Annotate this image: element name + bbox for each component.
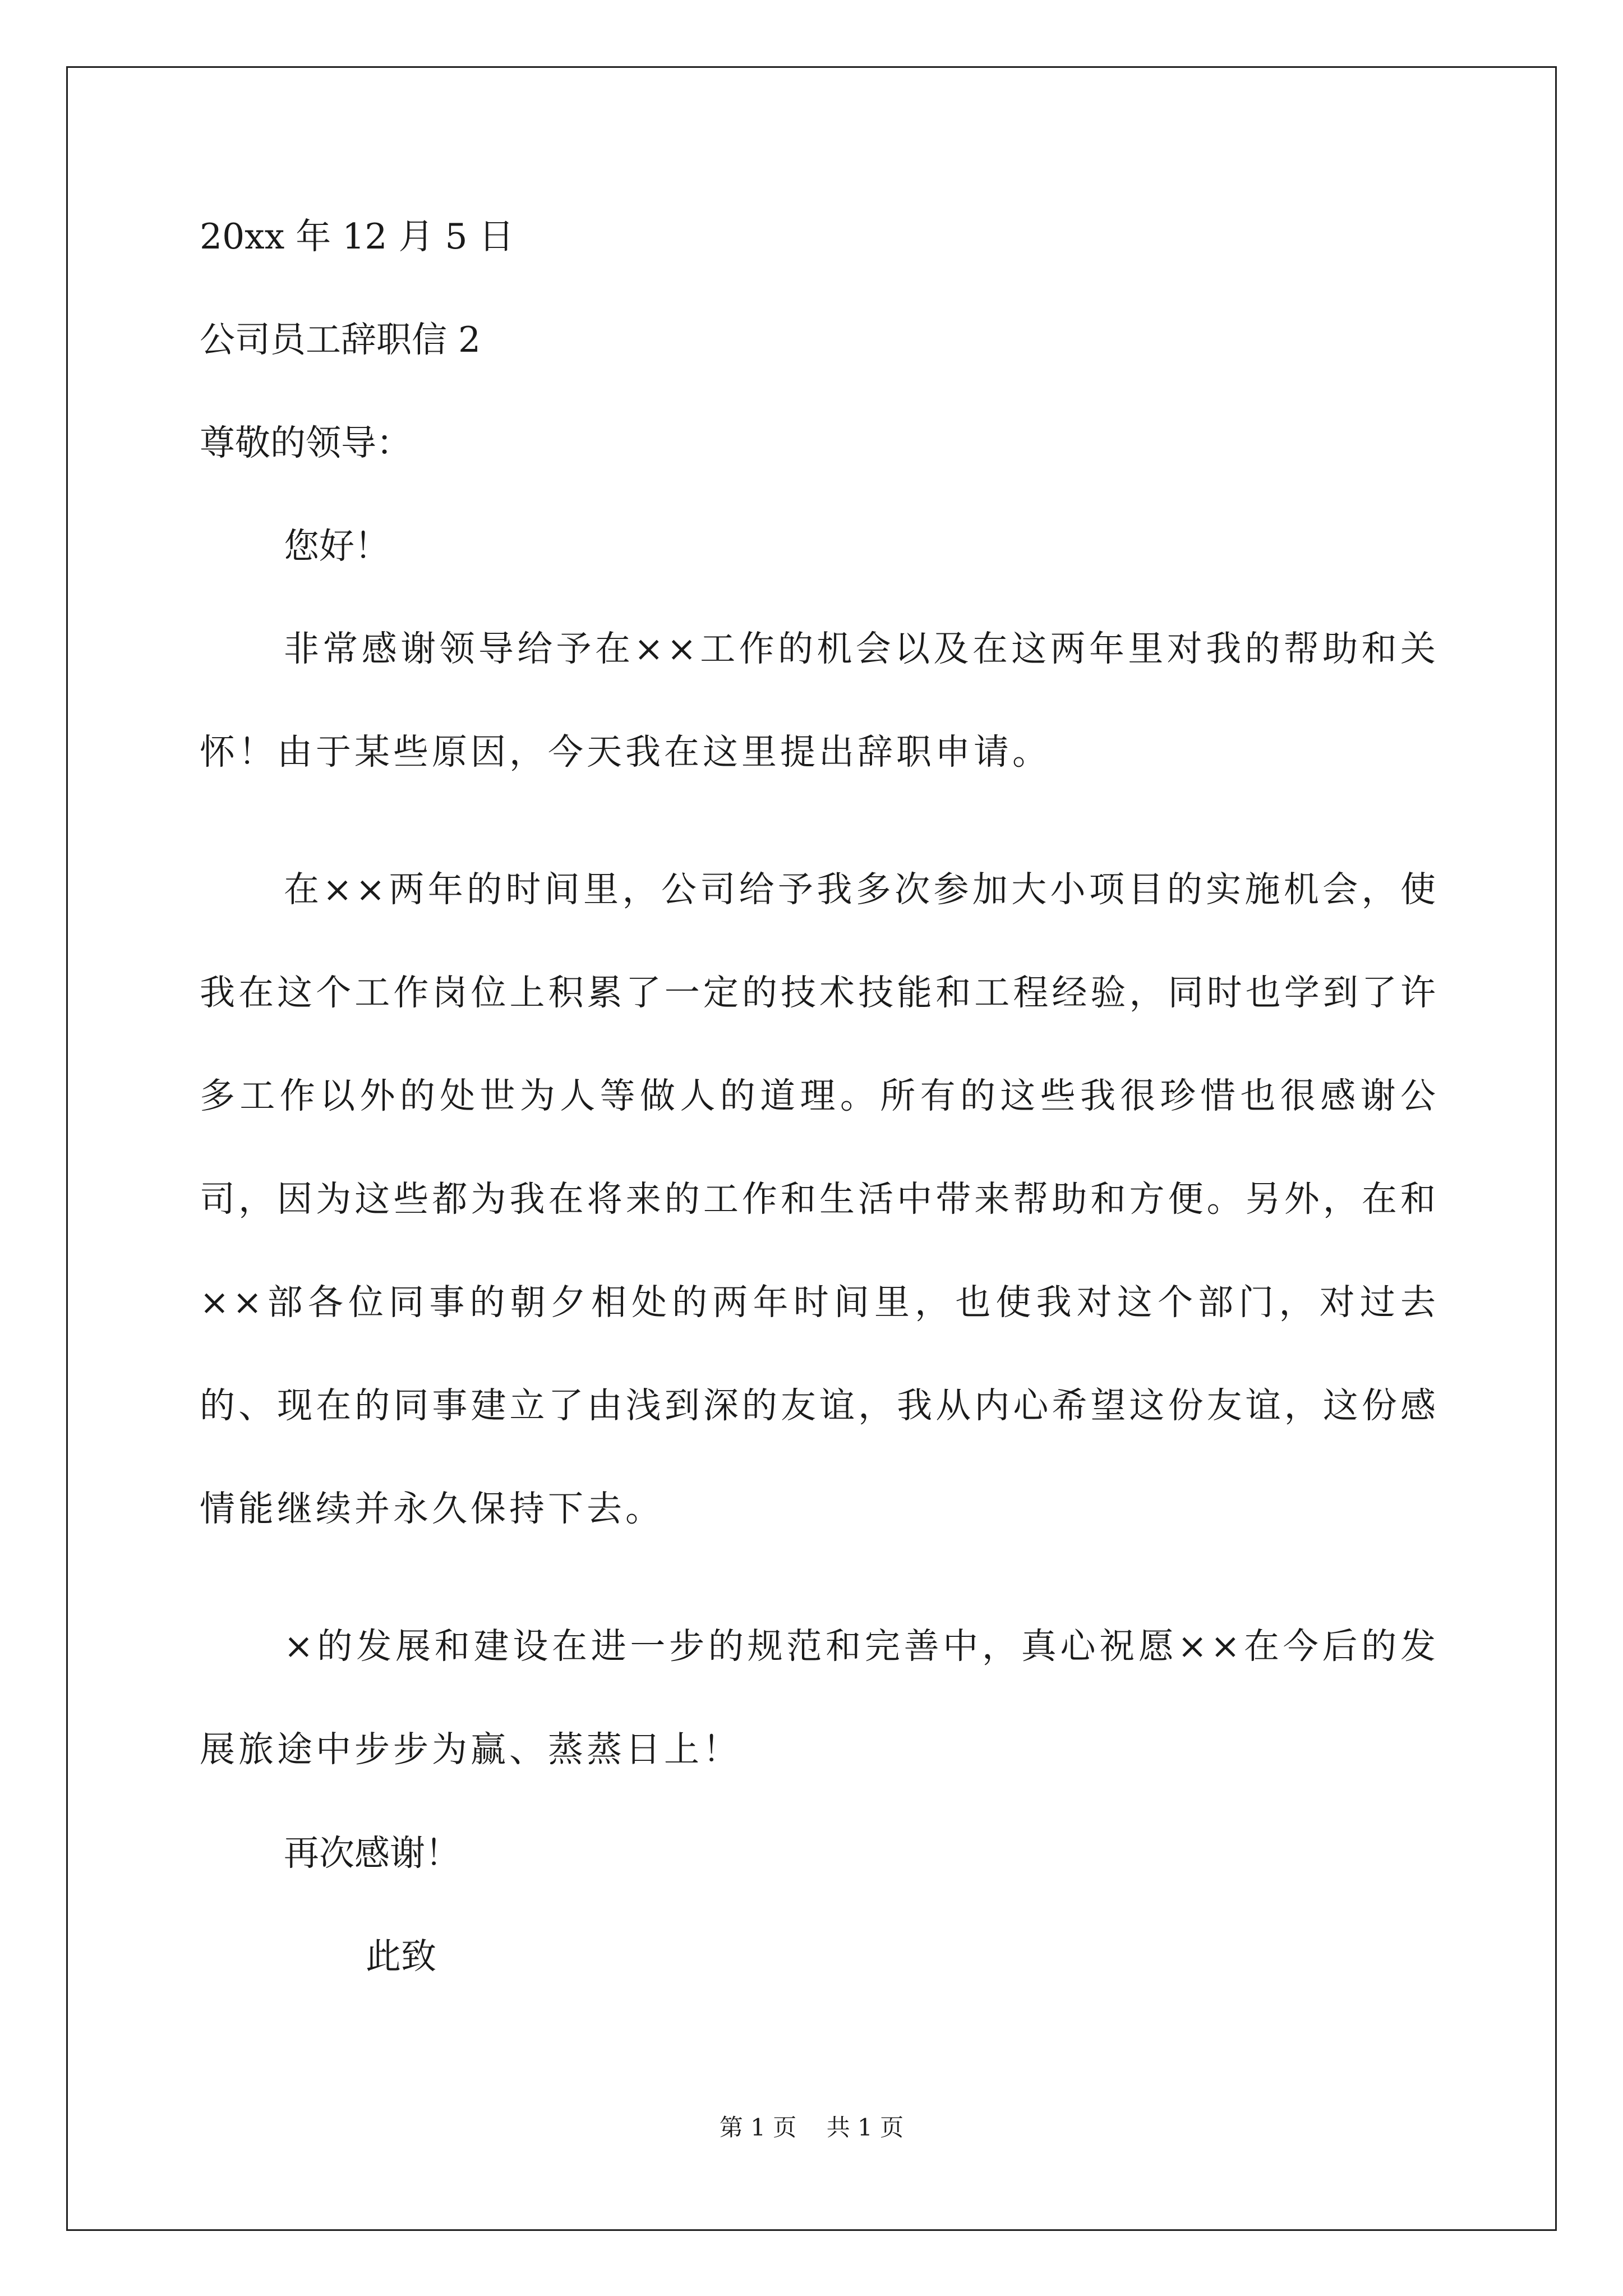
page-number: 第 1 页 共 1 页 [719, 2114, 904, 2141]
letter-date: 20xx 年 12 月 5 日 [200, 216, 514, 257]
letter-regards: 此致 [366, 1936, 436, 1977]
letter-thanks: 再次感谢！ [284, 1833, 460, 1874]
letter-paragraph: ×的发展和建设在进一步的规范和完善中，真心祝愿××在今后的发展旅途中步步为赢、蒸蒸日上！ [200, 1626, 1439, 1770]
page-footer [0, 2109, 1623, 2143]
letter-title: 公司员工辞职信 2 [200, 319, 481, 360]
letter-paragraph: 在××两年的时间里，公司给予我多次参加大小项目的实施机会，使我在这个工作岗位上积累了一定的技术技能和工程经验，同时也学到了许多工作以外的处世为人等做人的道理。所有的这些我很珍惜也很感谢公司，因为这些都为我在将来的工作和生活中带来帮助和方便。另外，在和××部各位同事的朝夕相处的两年时间里，也使我对这个部门，对过去的、现在的同事建立了由浅到深的友谊，我从内心希望这份友谊，这份感情能继续并永久保持下去。 [200, 869, 1439, 1529]
letter-salutation: 尊敬的领导： [200, 422, 412, 463]
letter-body [200, 216, 1439, 1977]
letter-greeting: 您好！ [284, 526, 390, 567]
letter-paragraph: 非常感谢领导给予在××工作的机会以及在这两年里对我的帮助和关怀！由于某些原因，今天我在这里提出辞职申请。 [200, 628, 1439, 772]
